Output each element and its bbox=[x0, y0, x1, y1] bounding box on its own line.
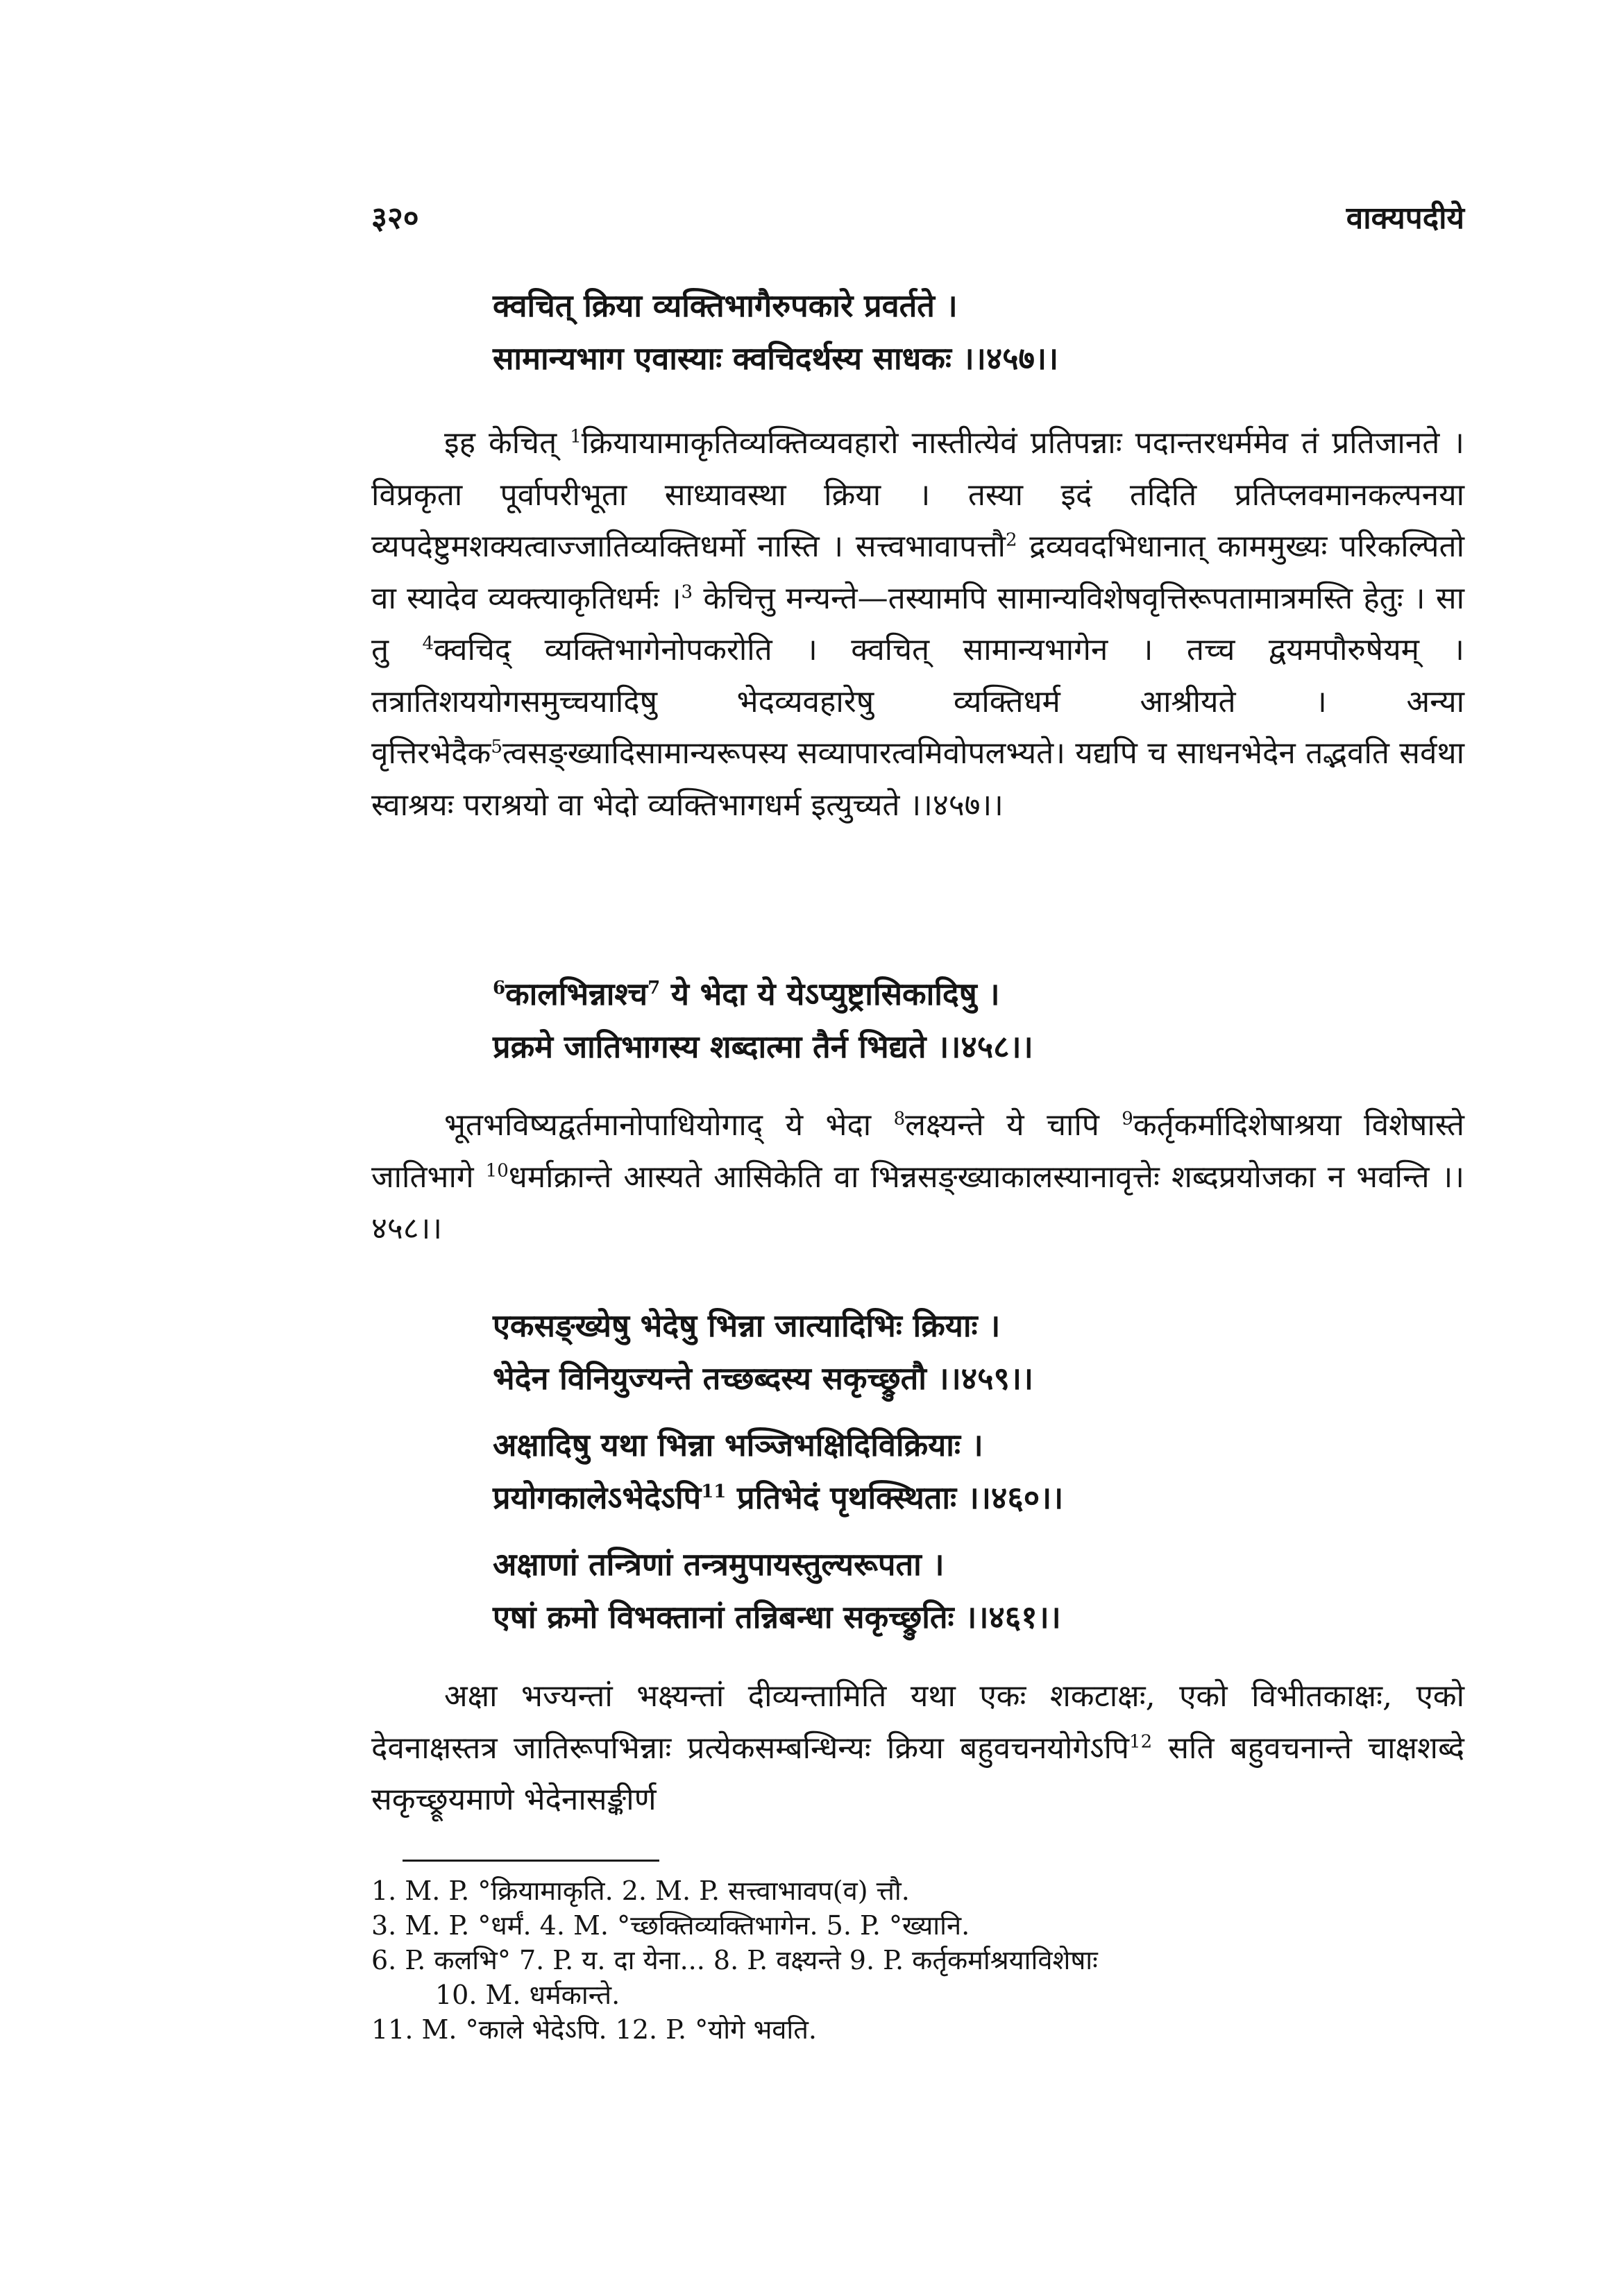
verse-458 bbox=[493, 968, 1464, 1073]
footnote-marker: 3 bbox=[681, 581, 693, 602]
verse-457 bbox=[493, 280, 1464, 385]
running-title: वाक्यपदीये bbox=[1346, 201, 1464, 236]
commentary-457 bbox=[371, 418, 1464, 831]
footnote-marker: 4 bbox=[422, 633, 434, 654]
page-number: ३२० bbox=[371, 201, 419, 236]
footnote-marker: 7 bbox=[648, 978, 661, 998]
footnote-line: 6. P. कलभि° 7. P. य. दा येना... 8. P. वक्ष्यन्ते 9. P. कर्तृकर्माश्रयाविशेषाः bbox=[371, 1945, 1098, 1975]
commentary-paragraph: अक्षा भज्यन्तां भक्ष्यन्तां दीव्यन्तामिति यथा एकः शकटाक्षः, एको विभीतकाक्षः, एको देवनाक्षस्तत्र जातिरूपभिन्नाः प्रत्येकसम्बन्धिन्यः क्रिया बहुवचनयोगेऽपि$^{12}$ सति बहुवचनान्ते चाक्षशब्दे सकृच्छ्रूयमाणे भेदेनासङ्कीर्ण bbox=[371, 1678, 1464, 1817]
verse-461 bbox=[493, 1538, 1464, 1644]
footnote-marker: 8 bbox=[893, 1108, 906, 1130]
verse-line: भेदेन विनियुज्यन्ते तच्छब्दस्य सकृच्छ्रुतौ ।।४५९।। bbox=[493, 1360, 1033, 1397]
page-header bbox=[371, 196, 1464, 244]
footnote-line: 10. M. धर्मकान्ते. bbox=[435, 1980, 620, 2010]
verse-line: $^6$कालभिन्नाश्च$^7$ ये भेदा ये येऽप्युष्ट्रासिकादिषु । bbox=[493, 976, 1000, 1012]
footnote-line: 3. M. P. °धर्मं. 4. M. °च्छक्तिव्यक्तिभागेन. 5. P. °ख्यानि. bbox=[371, 1910, 970, 1941]
footnote-marker: 5 bbox=[491, 736, 502, 758]
verse-459 bbox=[493, 1300, 1464, 1405]
footnote-marker: 10 bbox=[485, 1159, 509, 1181]
footnote-line: 11. M. °काले भेदेऽपि. 12. P. °योगे भवति. bbox=[371, 2014, 817, 2045]
verse-line: एषां क्रमो विभक्तानां तन्निबन्धा सकृच्छ्रुतिः ।।४६१।। bbox=[493, 1599, 1061, 1635]
verse-line: एकसङ्ख्येषु भेदेषु भिन्ना जात्यादिभिः क्रियाः । bbox=[493, 1307, 1001, 1344]
footnote-marker: 9 bbox=[1122, 1108, 1133, 1130]
footnote-marker: 2 bbox=[1005, 529, 1017, 551]
footnote-marker: 6 bbox=[493, 978, 506, 998]
verse-line: अक्षाणां तन्त्रिणां तन्त्रमुपायस्तुल्यरूपता । bbox=[493, 1546, 945, 1583]
verse-line: प्रयोगकालेऽभेदेऽपि$^{11}$ प्रतिभेदं पृथक्स्थिताः ।।४६०।। bbox=[493, 1479, 1064, 1516]
commentary-paragraph: इह केचित् $^1$क्रियायामाकृतिव्यक्तिव्यवहारो नास्तीत्येवं प्रतिपन्नाः पदान्तरधर्ममेव तं प्रतिजानते । विप्रकृता पूर्वापरीभूता साध्यावस्था क्रिया । तस्या इदं तदिति प्रतिप्लवमानकल्पनया व्यपदेष्टुमशक्यत्वाज्जातिव्यक्तिधर्मो नास्ति । सत्त्वभावापत्तौ$^2$ द्रव्यवदभिधानात् काममुख्यः परिकल्पितो वा स्यादेव व्यक्त्याकृतिधर्मः ।$^3$ केचित्तु मन्यन्ते—तस्यामपि सामान्यविशेषवृत्तिरूपतामात्रमस्ति हेतुः । सा तु $^4$क्वचिद् व्यक्तिभागेनोपकरोति । क्वचित् सामान्यभागेन । तच्च द्वयमपौरुषेयम् । तत्रातिशययोगसमुच्चयादिषु भेदव्यवहारेषु व्यक्तिधर्म आश्रीयते । अन्या वृत्तिरभेदैक$^5$त्वसङ्ख्यादिसामान्यरूपस्य सव्यापारत्वमिवोपलभ्यते। यद्यपि च साधनभेदेन तद्भवति सर्वथा स्वाश्रयः पराश्रयो वा भेदो व्यक्तिभागधर्म इत्युच्यते ।।४५७।। bbox=[371, 425, 1464, 823]
verse-line: क्वचित् क्रिया व्यक्तिभागैरुपकारे प्रवर्तते । bbox=[493, 287, 958, 324]
footnote-line: 1. M. P. °क्रियामाकृति. 2. M. P. सत्त्वाभावप(व) त्तौ. bbox=[371, 1876, 910, 1906]
commentary-461 bbox=[371, 1671, 1464, 1826]
footnote-marker: 11 bbox=[701, 1481, 727, 1502]
verse-line: अक्षादिषु यथा भिन्ना भञ्जिभक्षिदिविक्रियाः । bbox=[493, 1427, 983, 1463]
footnotes bbox=[371, 1873, 1464, 2047]
commentary-paragraph: भूतभविष्यद्वर्तमानोपाधियोगाद् ये भेदा $^8$लक्ष्यन्ते ये चापि $^9$कर्तृकर्मादिशेषाश्रया विशेषास्ते जातिभागे $^{10}$धर्माक्रान्ते आस्यते आसिकेति वा भिन्नसङ्ख्याकालस्यानावृत्तेः शब्दप्रयोजका न भवन्ति ।।४५८।। bbox=[371, 1107, 1465, 1246]
footnote-marker: 1 bbox=[570, 426, 582, 448]
commentary-458 bbox=[371, 1100, 1464, 1255]
verse-line: सामान्यभाग एवास्याः क्वचिदर्थस्य साधकः ।।४५७।। bbox=[493, 340, 1059, 377]
verse-460 bbox=[493, 1419, 1464, 1524]
verse-line: प्रक्रमे जातिभागस्य शब्दात्मा तैर्न भिद्यते ।।४५८।। bbox=[493, 1028, 1033, 1065]
footnote-separator bbox=[403, 1860, 659, 1862]
footnote-marker: 12 bbox=[1129, 1730, 1153, 1752]
